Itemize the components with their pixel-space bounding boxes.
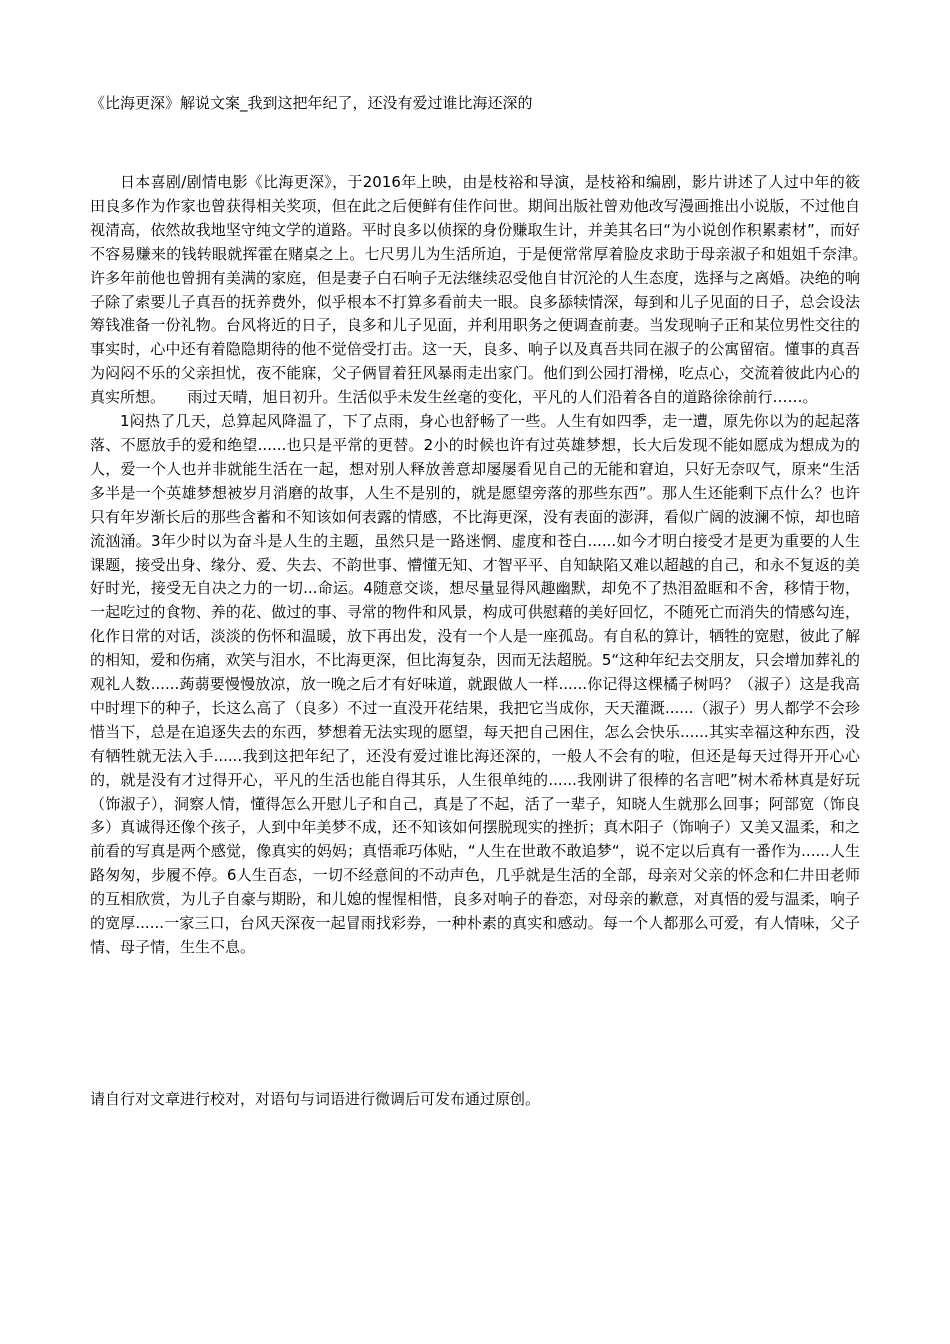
- document-title: 《比海更深》解说文案_我到这把年纪了，还没有爱过谁比海还深的: [90, 94, 533, 112]
- footer-note: 请自行对文章进行校对，对语句与词语进行微调后可发布通过原创。: [90, 1090, 541, 1108]
- document-body: [90, 171, 891, 960]
- paragraph-synopsis: 日本喜剧/剧情电影《比海更深》，于2016年上映，由是枝裕和导演，是枝裕和编剧，影片讲述了人过中年的筱田良多作为作家也曾获得相关奖项，但在此之后便鲜有佳作问世。期间出版社曾劝他改写漫画推出小说版，不过他自视清高，依然故我地坚守纯文学的道路。平时良多以侦探的身份赚取生计，并美其名曰“为小说创作积累素材”，而好不容易赚来的钱转眼就挥霍在赌桌之上。七尺男儿为生活所迫，于是便常常厚着脸皮求助于母亲淑子和姐姐千奈津。 许多年前他也曾拥有美满的家庭，但是妻子白石响子无法继续忍受他自甘沉沦的人生态度，选择与之离婚。决绝的响子除了索要儿子真吾的抚养费外，似乎根本不打算多看前夫一眼。良多舔犊情深，每到和儿子见面的日子，总会设法筹钱准备一份礼物。台风将近的日子，良多和儿子见面，并利用职务之便调查前妻。当发现响子正和某位男性交往的事实时，心中还有着隐隐期待的他不觉倍受打击。这一天，良多、响子以及真吾共同在淑子的公寓留宿。懂事的真吾为闷闷不乐的父亲担忧，夜不能寐，父子俩冒着狂风暴雨走出家门。他们到公园打滑梯，吃点心，交流着彼此内心的真实所想。 雨过天晴，旭日初升。生活似乎未发生丝毫的变化，平凡的人们沿着各自的道路徐徐前行……。: [90, 173, 891, 407]
- paragraph-review: 1闷热了几天，总算起风降温了，下了点雨，身心也舒畅了一些。人生有如四季，走一遭，原先你以为的起起落落、不愿放手的爱和绝望......也只是平常的更替。2小的时候也许有过英雄梦想，长大后发现不能如愿成为想成为的人，爱一个人也并非就能生活在一起，想对别人释放善意却屡屡看见自己的无能和窘迫，只好无奈叹气，原来“生活多半是一个英雄梦想被岁月消磨的故事，人生不是别的，就是愿望旁落的那些东西”。那人生还能剩下点什么？也许只有年岁渐长后的那些含蓄和不知该如何表露的情感，不比海更深，没有表面的澎湃，看似广阔的波澜不惊，却也暗流汹涌。3年少时以为奋斗是人生的主题，虽然只是一路迷惘、虚度和苍白......如今才明白接受才是更为重要的人生课题，接受出身、缘分、爱、失去、不韵世事、懵懂无知、才智平平、自知缺陷又难以超越的自己，和永不复返的美好时光，接受无自决之力的一切...命运。4随意交谈，想尽量显得风趣幽默，却免不了热泪盈眶和不舍，移情于物，一起吃过的食物、养的花、做过的事、寻常的物件和风景，构成可供慰藉的美好回忆，不随死亡而消失的情感勾连，化作日常的对话，淡淡的伤怀和温暖，放下再出发，没有一个人是一座孤岛。有自私的算计，牺牲的宽慰，彼此了解的相知，爱和伤痛，欢笑与泪水，不比海更深，但比海复杂，因而无法超脱。5“这种年纪去交朋友，只会增加葬礼的观礼人数......蒟蒻要慢慢放凉，放一晚之后才有好味道，就跟做人一样......你记得这棵橘子树吗？（淑子）这是我高中时埋下的种子，长这么高了（良多）不过一直没开花结果，我把它当成你，天天灌溉......（淑子）男人都学不会珍惜当下，总是在追逐失去的东西，梦想着无法实现的愿望，每天把自己困住，怎么会快乐......其实幸福这种东西，没有牺牲就无法入手......我到这把年纪了，还没有爱过谁比海还深的，一般人不会有的啦，但还是每天过得开开心心的，就是没有才过得开心，平凡的生活也能自得其乐，人生很单纯的......我刚讲了很棒的名言吧”树木希林真是好玩（饰淑子），洞察人情，懂得怎么开慰儿子和自己，真是了不起，活了一辈子，知晓人生就那么回事；阿部宽（饰良多）真诚得还像个孩子，人到中年美梦不成，还不知该如何摆脱现实的挫折；真木阳子（饰响子）又美又温柔，和之前看的写真是两个感觉，像真实的妈妈；真悟乖巧体贴，“人生在世敢不敢追梦“，说不定以后真有一番作为......人生路匆匆，步履不停。6人生百态，一切不经意间的不动声色，几乎就是生活的全部，母亲对父亲的怀念和仁井田老师的互相欣赏，为儿子自豪与期盼，和儿媳的惺惺相惜，良多对响子的眷恋，对母亲的歉意，对真悟的爱与温柔，响子的宽厚......一家三口，台风天深夜一起冒雨找彩券，一种朴素的真实和感动。每一个人都那么可爱，有人情味，父子情、母子情，生生不息。: [90, 412, 860, 956]
